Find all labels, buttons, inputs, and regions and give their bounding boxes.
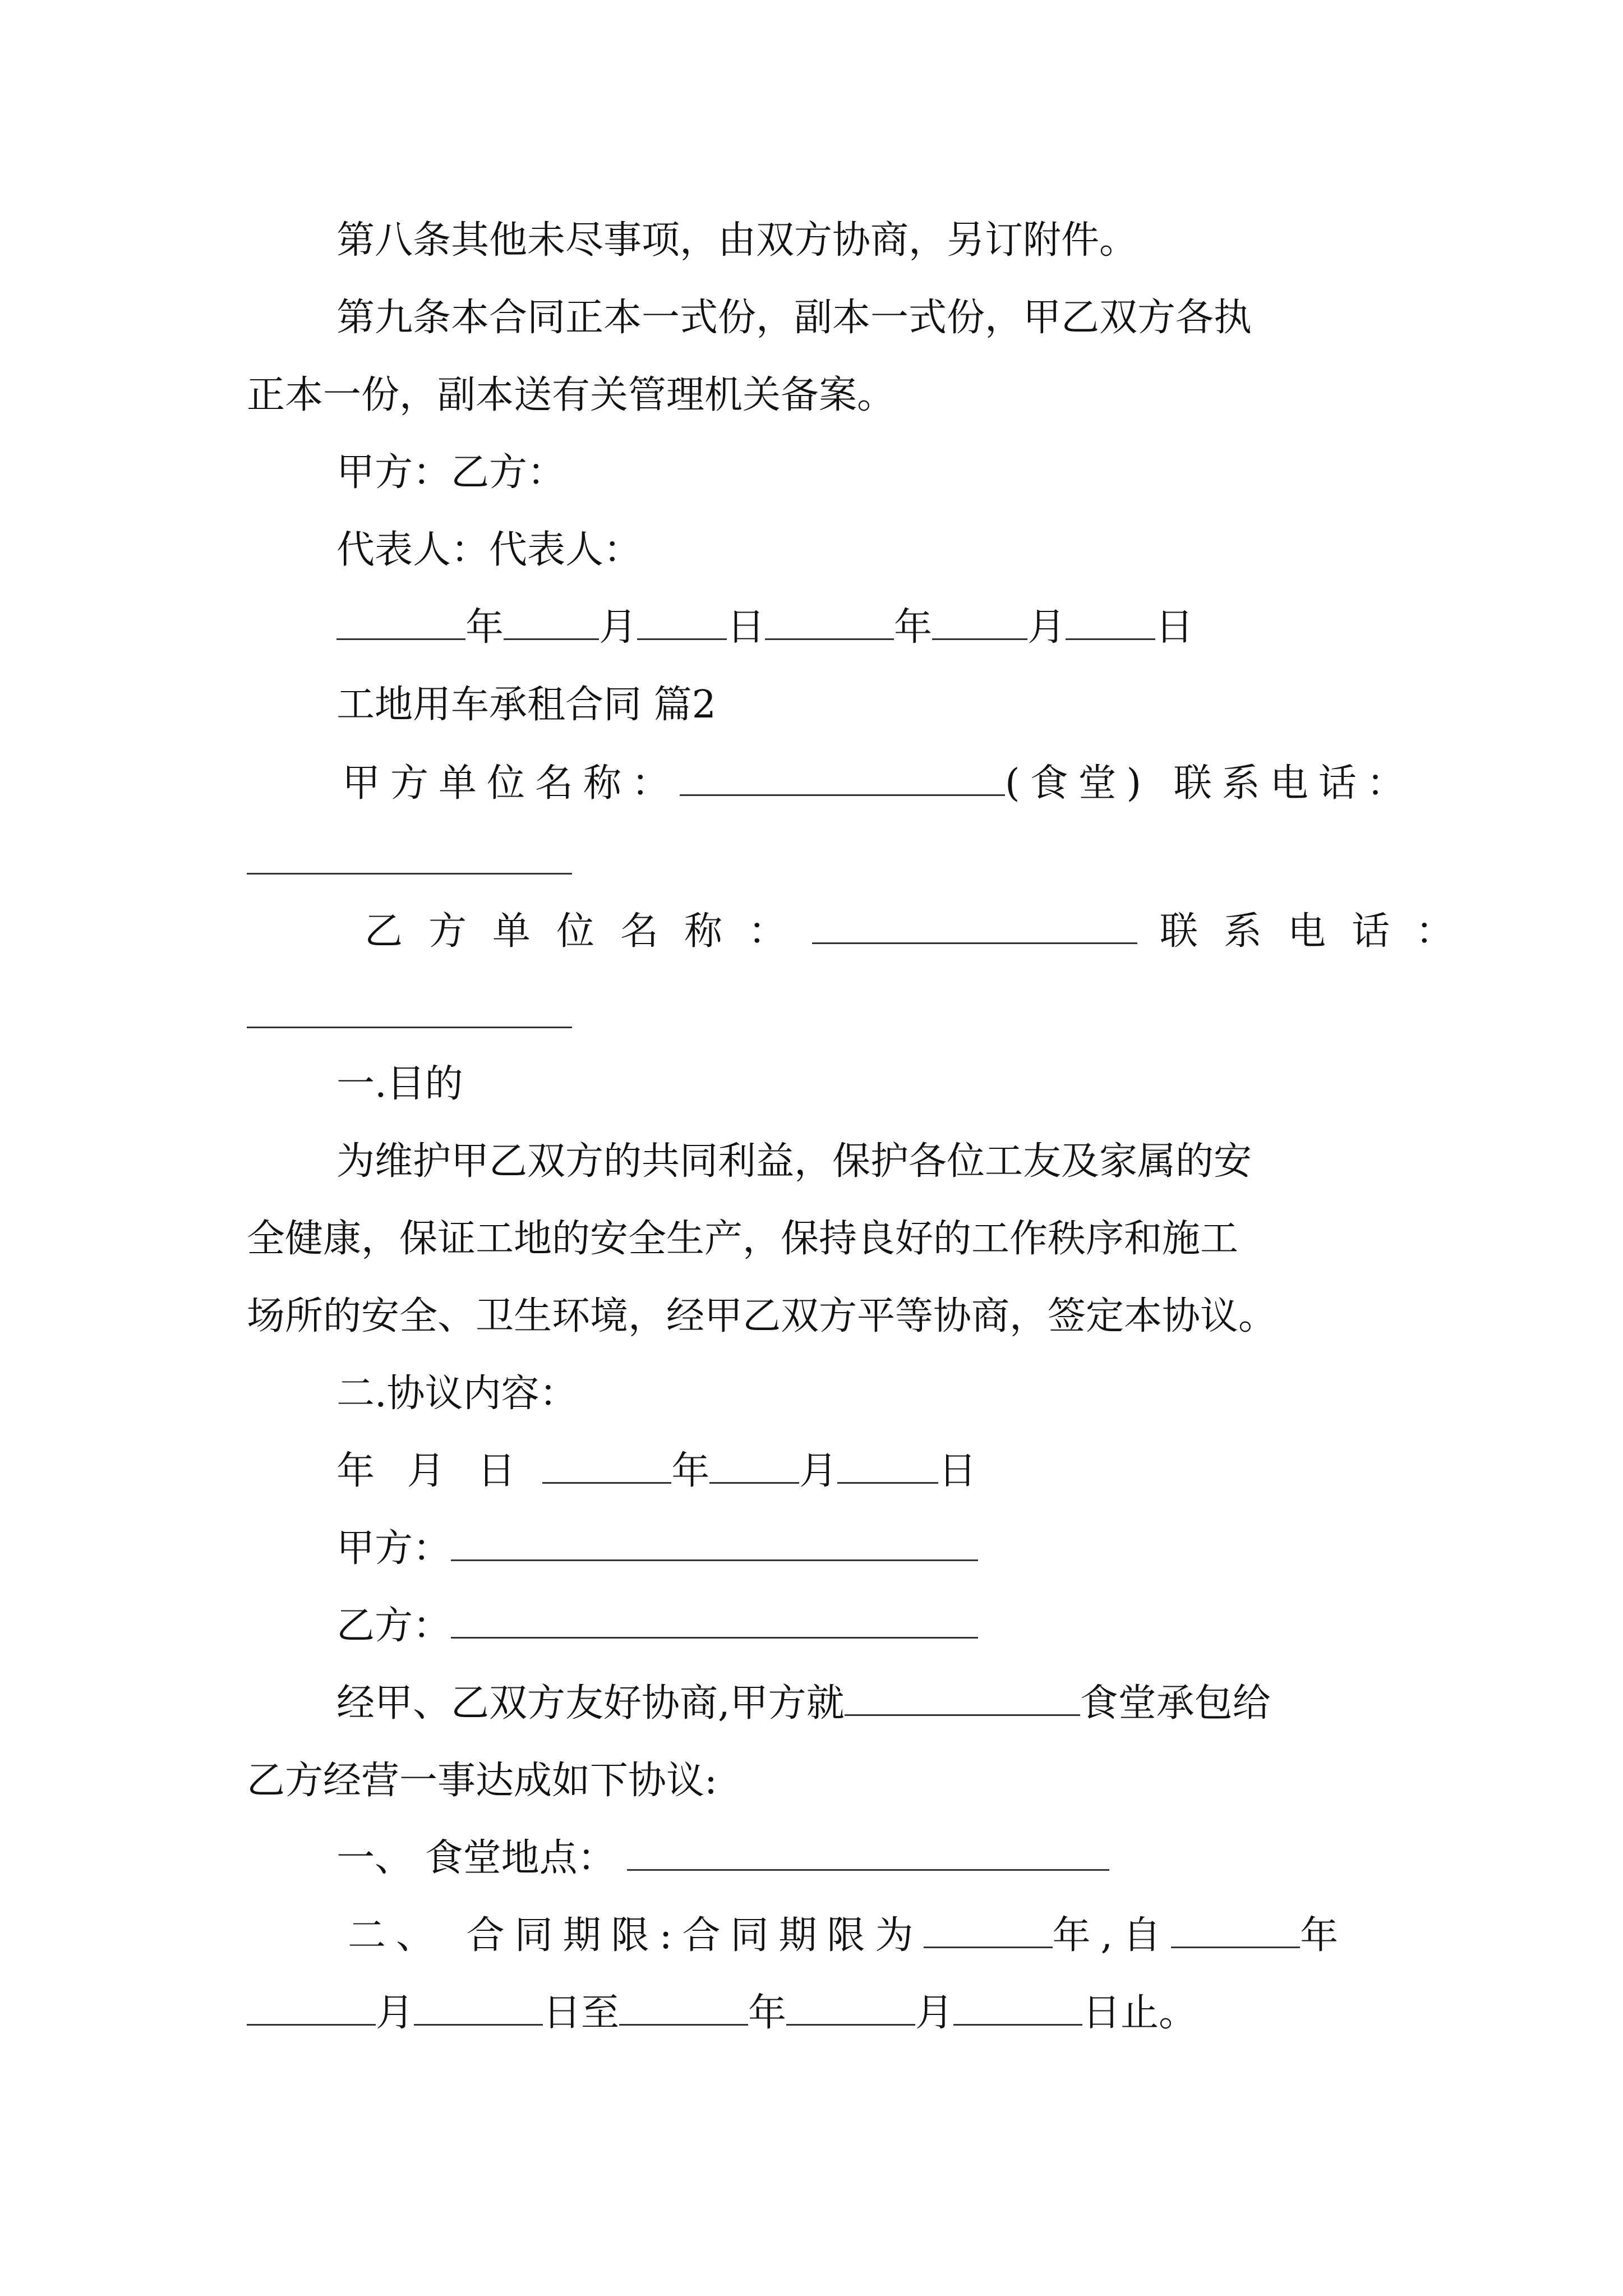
party-a-label: 甲方： [336,1526,451,1571]
negotiation-text-b: 食堂承包给 [1080,1681,1271,1726]
year-label-3: 年 [671,1449,710,1493]
start-month-blank [247,1989,376,2026]
term-label: 二、 合同期限:合同期限为 [348,1913,924,1958]
blank-year [336,604,465,640]
end-month-label: 月 [915,1991,954,2035]
representative-line: 代表人：代表人： [336,528,642,572]
article-9-line2: 正本一份，副本送有关管理机关备案。 [247,373,896,417]
canteen-name-blank [845,1680,1080,1716]
article-8: 第八条其他未尽事项，由双方协商，另订附件。 [336,218,1138,263]
section-title: 工地用车承租合同 篇2 [336,683,716,727]
end-month-blank [786,1989,915,2026]
item-term-line2 [247,1988,1197,2039]
blank-year-3 [542,1447,671,1484]
party-b-name-blank [812,908,1137,944]
blank-month [504,604,599,640]
party-a-name-blank [680,760,1005,796]
blank-month-3 [709,1447,799,1484]
party-b-info [365,907,1479,957]
item-location [336,1833,1109,1884]
party-a-name-label: 甲方单位名称： [342,761,680,806]
party-a-line [336,1524,978,1574]
agreement-date-line [336,1446,976,1497]
heading-purpose: 一.目的 [336,1062,463,1106]
location-blank [627,1834,1109,1871]
party-b-line [336,1601,978,1651]
year-label: 年 [465,605,504,650]
day-label-3: 日 [938,1449,977,1493]
purpose-line1: 为维护甲乙双方的共同利益，保护各位工友及家属的安 [336,1139,1252,1184]
blank-year-2 [765,604,894,640]
end-day-blank [953,1989,1082,2026]
party-a-tel-blank [247,873,572,875]
month-label-2: 月 [1027,605,1066,650]
term-years-label: 年,自 [1052,1913,1172,1958]
party-a-blank [451,1525,978,1561]
end-year-label: 年 [748,1991,787,2035]
start-day-label: 日至 [543,1991,620,2035]
signature-date-line [336,602,1193,653]
party-b-name-label: 乙方单位名称： [365,909,813,954]
blank-day-3 [837,1447,938,1484]
term-years-blank [924,1912,1053,1948]
blank-day-2 [1066,604,1155,640]
day-label-2: 日 [1155,605,1194,650]
end-year-blank [619,1989,748,2026]
heading-content: 二.协议内容： [336,1372,578,1416]
party-b-label: 乙方： [336,1604,451,1648]
start-year-blank [1171,1912,1300,1948]
month-label: 月 [599,605,638,650]
start-month-label: 月 [376,1991,414,2035]
end-day-label: 日止。 [1082,1991,1197,2035]
negotiation-text-a: 经甲、乙双方友好协商,甲方就 [336,1681,845,1726]
location-label: 一、 食堂地点： [336,1836,616,1880]
purpose-line3: 场所的安全、卫生环境，经甲乙双方平等协商，签定本协议。 [247,1294,1277,1338]
party-b-tel-label: 联系电话： [1160,909,1480,954]
party-a-info [342,758,1415,809]
month-label-3: 月 [799,1449,838,1493]
party-b-tel-blank [247,1027,572,1028]
negotiation-line1 [336,1678,1271,1729]
date-prefix: 年 月 日 [336,1449,526,1493]
item-term-line1 [348,1911,1348,1961]
party-a-tel-label: (食堂) 联系电话： [1005,761,1415,806]
purpose-line2: 全健康，保证工地的安全生产，保持良好的工作秩序和施工 [247,1217,1239,1261]
start-year-label: 年 [1300,1913,1349,1958]
party-line: 甲方：乙方： [336,450,566,495]
blank-day [637,604,727,640]
blank-month-2 [932,604,1027,640]
year-label-2: 年 [894,605,933,650]
article-9-line1: 第九条本合同正本一式份，副本一式份，甲乙双方各执 [336,296,1252,340]
start-day-blank [414,1989,543,2026]
party-b-blank [451,1602,978,1639]
negotiation-line2: 乙方经营一事达成如下协议: [247,1759,717,1803]
day-label: 日 [727,605,766,650]
